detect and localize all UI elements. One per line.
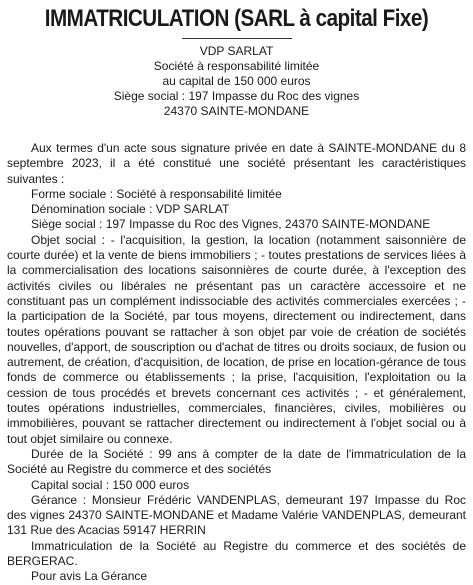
title-divider (182, 38, 292, 39)
objet-social: Objet social : - l'acquisition, la gestion, la location (notamment saisonnière de courte durée) et la vente de biens immobiliers ; - toutes prestations de services liées à la commercialisation des locations saisonnières de courte durée, à l'exception des activités civiles ou libérales ne présentant pas un caractère accessoire et ne constituant pas un complément indissociable des activités commerciales exercées ; - la participation de la Société, par tous moyens, directement ou indirectement, dans toutes opérations pouvant se rattacher à son objet par voie de création de sociétés nouvelles, d'apport, de souscription ou d'achat de titres ou droits sociaux, de fusion ou autrement, de création, d'acquisition, de location, de prise en location-gérance de tous fonds de commerce ou établissements ; la prise, l'acquisition, l'exploitation ou la cession de tous procédés et brevets concernant ces activités ; - et généralement, toutes opérations industrielles, commerciales, financières, civiles, mobilières ou immobilières, pouvant se rattacher directement ou indirectement à l'objet social ou à tout objet similaire ou connexe. (7, 232, 466, 446)
company-siege: Siège social : 197 Impasse du Roc des vignes (113, 89, 360, 103)
forme-sociale: Forme sociale : Société à responsabilité limitée (31, 186, 282, 201)
company-name: VDP SARLAT (199, 44, 274, 58)
notice-title: IMMATRICULATION (SARL à capital Fixe) (44, 5, 429, 32)
notice-body (7, 141, 466, 585)
legal-notice (0, 5, 473, 584)
denomination-sociale: Dénomination sociale : VDP SARLAT (31, 202, 230, 217)
company-capital: au capital de 150 000 euros (162, 74, 311, 88)
company-legal-form: Société à responsabilité limitée (153, 59, 320, 73)
company-city: 24370 SAINTE-MONDANE (163, 104, 310, 118)
duree-societe: Durée de la Société : 99 ans à compter de la date de l'immatriculation de la Société au Registre du commerce et des sociétés (7, 446, 466, 477)
siege-social: Siège social : 197 Impasse du Roc des Vignes, 24370 SAINTE-MONDANE (31, 217, 431, 232)
capital-social: Capital social : 150 000 euros (31, 477, 190, 492)
gerance: Gérance : Monsieur Frédéric VANDENPLAS, demeurant 197 Impasse du Roc des vignes 24370 SAINTE-MONDANE et Madame Valérie VANDENPLAS, demeurant 131 Rue des Acacias 59147 HERRIN (7, 492, 466, 538)
company-header (7, 44, 466, 119)
immatriculation-rcs: Immatriculation de la Société au Registre du commerce et des sociétés de BERGERAC. (7, 538, 466, 569)
intro-paragraph: Aux termes d'un acte sous signature privée en date à SAINTE-MONDANE du 8 septembre 2023, il a été constitué une société présentant les caractéristiques suivantes : (7, 141, 466, 186)
signature-line: Pour avis La Gérance (31, 569, 148, 584)
